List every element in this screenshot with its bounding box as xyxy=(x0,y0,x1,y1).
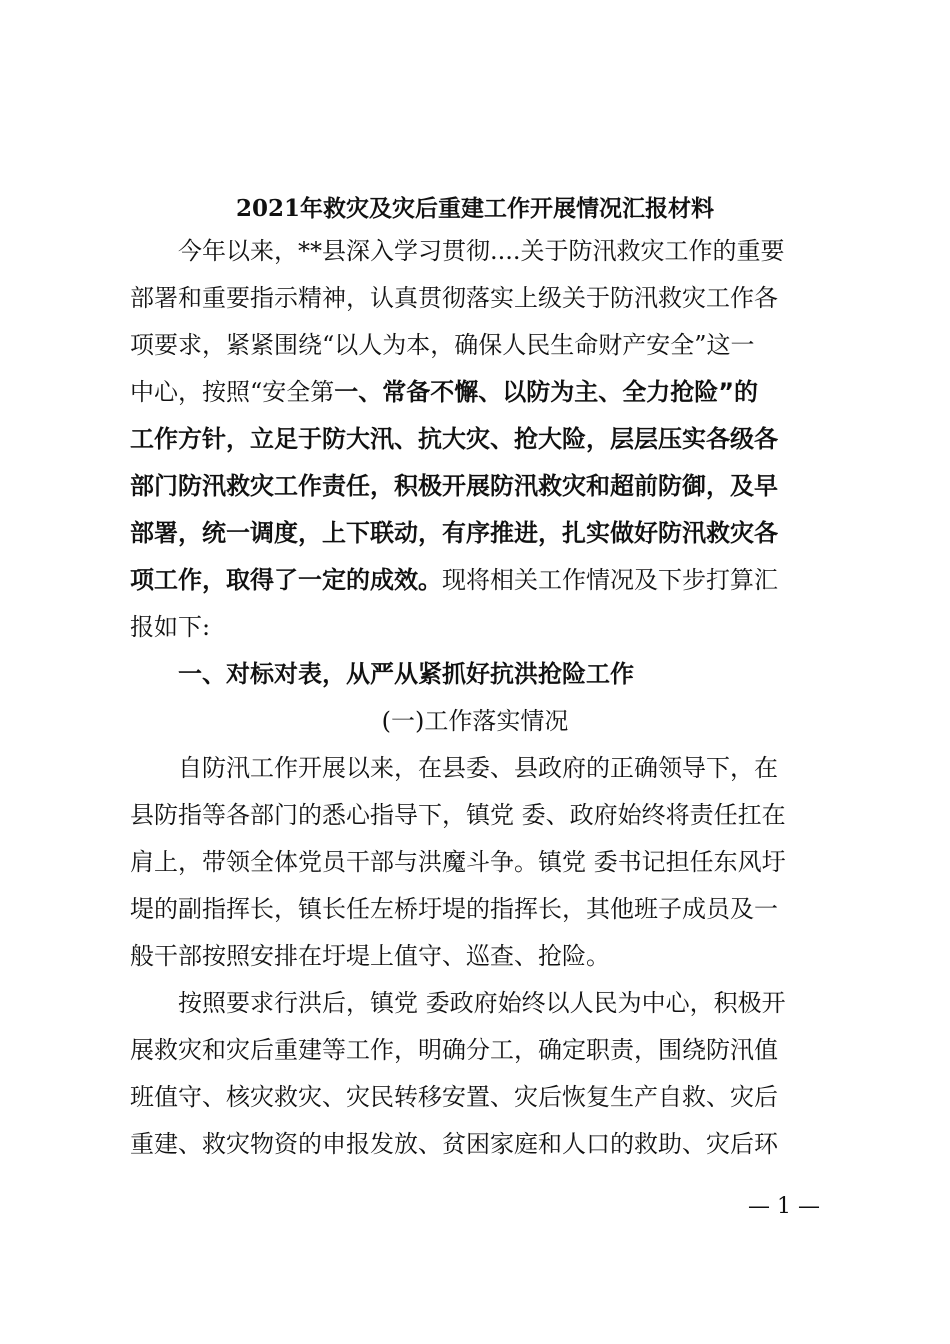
intro-line-9: 报如下: xyxy=(130,613,211,641)
intro-line-8-regular: 现将相关工作情况及下步打算汇 xyxy=(442,566,778,594)
paragraph2-line-1: 自防汛工作开展以来，在县委、县政府的正确领导下，在 xyxy=(178,754,778,782)
document-title: 2021年救灾及灾后重建工作开展情况汇报材料 xyxy=(235,195,714,222)
intro-line-4-bold: 一、常备不懈、以防为主、全力抢险”的 xyxy=(334,378,759,406)
intro-line-1: 今年以来，**县深入学习贯彻....关于防汛救灾工作的重要 xyxy=(178,237,785,265)
intro-line-3: 项要求，紧紧围绕“以人为本，确保人民生命财产安全”这一 xyxy=(130,331,755,359)
intro-line-8 xyxy=(130,563,778,597)
paragraph2-line-3: 肩上，带领全体党员干部与洪魔斗争。镇党 委书记担任东风圩 xyxy=(130,848,786,876)
intro-line-8-bold: 项工作，取得了一定的成效。 xyxy=(130,566,442,594)
intro-line-4 xyxy=(130,375,758,409)
paragraph3-line-3: 班值守、核灾救灾、灾民转移安置、灾后恢复生产自救、灾后 xyxy=(130,1083,778,1111)
subsection-heading: (一)工作落实情况 xyxy=(381,707,569,735)
section-heading: 一、对标对表，从严从紧抓好抗洪抢险工作 xyxy=(178,660,634,688)
paragraph3-line-1: 按照要求行洪后，镇党 委政府始终以人民为中心，积极开 xyxy=(178,989,786,1017)
paragraph2-line-4: 堤的副指挥长，镇长任左桥圩堤的指挥长，其他班子成员及一 xyxy=(130,895,778,923)
intro-line-6: 部门防汛救灾工作责任，积极开展防汛救灾和超前防御，及早 xyxy=(130,472,778,500)
paragraph3-line-4: 重建、救灾物资的申报发放、贫困家庭和人口的救助、灾后环 xyxy=(130,1130,778,1158)
intro-line-4-regular: 中心，按照“安全第 xyxy=(130,378,335,406)
page-number: — 1 — xyxy=(748,1194,820,1219)
intro-line-7: 部署，统一调度，上下联动，有序推进，扎实做好防汛救灾各 xyxy=(130,519,778,547)
paragraph2-line-2: 县防指等各部门的悉心指导下，镇党 委、政府始终将责任扛在 xyxy=(130,801,786,829)
paragraph2-line-5: 般干部按照安排在圩堤上值守、巡查、抢险。 xyxy=(130,942,610,970)
intro-line-2: 部署和重要指示精神，认真贯彻落实上级关于防汛救灾工作各 xyxy=(130,284,778,312)
paragraph3-line-2: 展救灾和灾后重建等工作，明确分工，确定职责，围绕防汛值 xyxy=(130,1036,778,1064)
intro-line-5: 工作方针，立足于防大汛、抗大灾、抢大险，层层压实各级各 xyxy=(130,425,778,453)
